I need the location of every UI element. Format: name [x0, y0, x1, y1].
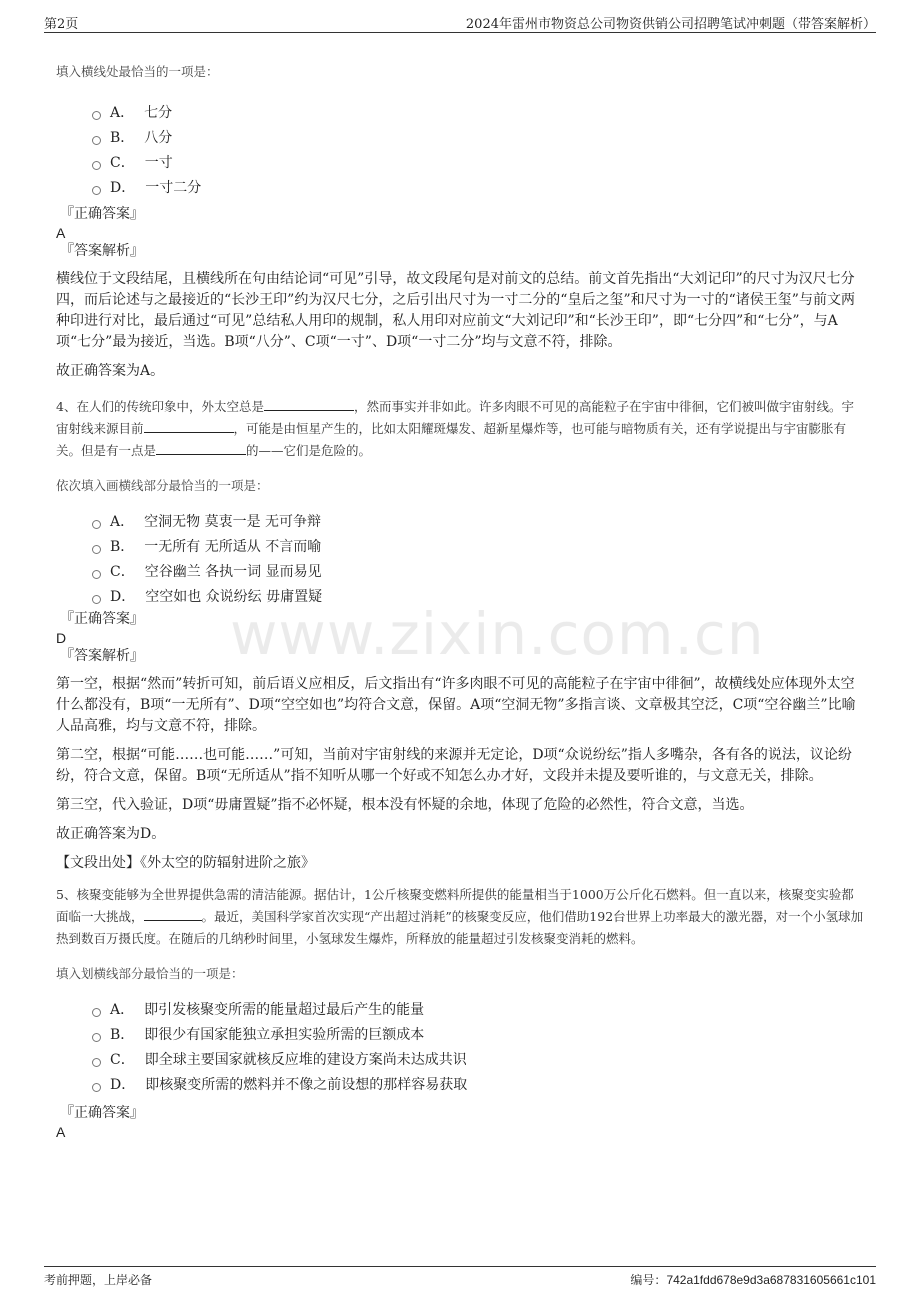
radio-icon[interactable] [92, 186, 101, 195]
option-d[interactable]: D． 即核聚变所需的燃料并不像之前设想的那样容易获取 [92, 1073, 866, 1098]
blank-line [264, 398, 354, 411]
analysis-tag: 『答案解析』 [60, 648, 144, 664]
page-header [44, 10, 876, 33]
radio-icon[interactable] [92, 1058, 101, 1067]
option-a[interactable]: A． 空洞无物 莫衷一是 无可争辩 [92, 510, 866, 535]
option-d[interactable]: D． 空空如也 众说纷纭 毋庸置疑 [92, 585, 866, 610]
analysis-conclusion: 故正确答案为A。 [56, 363, 165, 379]
options-list [92, 998, 866, 1098]
answer-tag: 『正确答案』 [60, 611, 144, 627]
option-c[interactable]: C． 空谷幽兰 各执一词 显而易见 [92, 560, 866, 585]
correct-answer: D [56, 630, 67, 646]
page-number: 第2页 [44, 17, 79, 32]
question-stem: 4、在人们的传统印象中，外太空总是 ，然而事实并非如此。许多肉眼不可见的高能粒子在宇宙中徘徊，它们被叫做宇宙射线。宇宙射线来源目前 ，可能是由恒星产生的，比如太阳耀斑爆发、超新星爆炸等，也可能与暗物质有关，还有学说提出与宇宙膨胀有关。但是有一点是 的——它们是危险的。 [56, 399, 854, 458]
question-prompt: 填入划横线部分最恰当的一项是： [56, 966, 244, 981]
radio-icon[interactable] [92, 1008, 101, 1017]
radio-icon[interactable] [92, 1083, 101, 1092]
option-b[interactable]: B． 一无所有 无所适从 不言而喻 [92, 535, 866, 560]
question-3 [56, 62, 866, 382]
option-a[interactable]: A． 即引发核聚变所需的能量超过最后产生的能量 [92, 998, 866, 1023]
radio-icon[interactable] [92, 1033, 101, 1042]
source-citation: 【文段出处】《外太空的防辐射进阶之旅》 [56, 855, 315, 871]
radio-icon[interactable] [92, 545, 101, 554]
page-footer [44, 1266, 876, 1289]
question-5 [56, 884, 866, 1141]
answer-tag: 『正确答案』 [60, 1105, 144, 1121]
option-d[interactable]: D． 一寸二分 [92, 176, 866, 201]
document-title: 2024年雷州市物资总公司物资供销公司招聘笔试冲刺题（带答案解析） [465, 17, 876, 32]
correct-answer: A [56, 225, 66, 241]
analysis-tag: 『答案解析』 [60, 243, 144, 259]
analysis-paragraph: 横线位于文段结尾，且横线所在句由结论词“可见”引导，故文段尾句是对前文的总结。前文首先指出“大刘记印”的尺寸为汉尺七分四，而后论述与之最接近的“长沙王印”约为汉尺七分，之后引出尺寸为一寸二分的“皇后之玺”和尺寸为一寸的“诸侯王玺”与前文两种印进行对比，最后通过“可见”总结私人用印的规制，私人用印对应前文“大刘记印”和“长沙王印”，即“七分四”和“七分”，与A项“七分”最为接近，当选。B项“八分”、C项“一寸”、D项“一寸二分”均与文意不符，排除。 [56, 271, 855, 350]
question-prompt: 填入横线处最恰当的一项是： [56, 64, 219, 79]
analysis-paragraph: 第二空，根据“可能……也可能……”可知，当前对宇宙射线的来源并无定论，D项“众说纷纭”指人多嘴杂，各有各的说法，议论纷纷，符合文意，保留。B项“无所适从”指不知听从哪一个好或不知怎么办才好，文段并未提及要听谁的，与文意无关，排除。 [56, 747, 852, 784]
radio-icon[interactable] [92, 595, 101, 604]
radio-icon[interactable] [92, 161, 101, 170]
radio-icon[interactable] [92, 520, 101, 529]
option-b[interactable]: B． 八分 [92, 126, 866, 151]
radio-icon[interactable] [92, 111, 101, 120]
page-content [56, 58, 866, 1141]
blank-line [144, 908, 202, 921]
radio-icon[interactable] [92, 570, 101, 579]
footer-slogan: 考前押题，上岸必备 [44, 1273, 153, 1287]
question-prompt: 依次填入画横线部分最恰当的一项是： [56, 478, 269, 493]
option-c[interactable]: C． 一寸 [92, 151, 866, 176]
options-list [92, 101, 866, 201]
option-a[interactable]: A． 七分 [92, 101, 866, 126]
blank-line [144, 420, 234, 433]
correct-answer: A [56, 1124, 66, 1140]
options-list [92, 510, 866, 610]
option-c[interactable]: C． 即全球主要国家就核反应堆的建设方案尚未达成共识 [92, 1048, 866, 1073]
analysis-conclusion: 故正确答案为D。 [56, 826, 166, 842]
blank-line [156, 442, 246, 455]
question-4 [56, 396, 866, 874]
option-b[interactable]: B． 即很少有国家能独立承担实验所需的巨额成本 [92, 1023, 866, 1048]
analysis-paragraph: 第三空，代入验证，D项“毋庸置疑”指不必怀疑，根本没有怀疑的余地，体现了危险的必然性，符合文意，当选。 [56, 797, 754, 813]
watermark: www.zixin.com.cn [230, 600, 765, 668]
document-code: 编号：742a1fdd678e9d3a687831605661c101 [630, 1273, 876, 1287]
question-stem: 5、核聚变能够为全世界提供急需的清洁能源。据估计，1公斤核聚变燃料所提供的能量相当于1000万公斤化石燃料。但一直以来，核聚变实验都面临一大挑战， 。最近，美国科学家首次实现“产出超过消耗”的核聚变反应，他们借助192台世界上功率最大的激光器，对一个小氢球加热到数百万摄氏度。在随后的几纳秒时间里，小氢球发生爆炸，所释放的能量超过引发核聚变消耗的燃料。 [56, 887, 864, 946]
analysis-paragraph: 第一空，根据“然而”转折可知，前后语义应相反，后文指出有“许多肉眼不可见的高能粒子在宇宙中徘徊”，故横线处应体现外太空什么都没有，B项“一无所有”、D项“空空如也”均符合文意，保留。A项“空洞无物”多指言谈、文章极其空泛，C项“空谷幽兰”比喻人品高雅，均与文意不符，排除。 [56, 676, 856, 734]
answer-tag: 『正确答案』 [60, 206, 144, 222]
radio-icon[interactable] [92, 136, 101, 145]
